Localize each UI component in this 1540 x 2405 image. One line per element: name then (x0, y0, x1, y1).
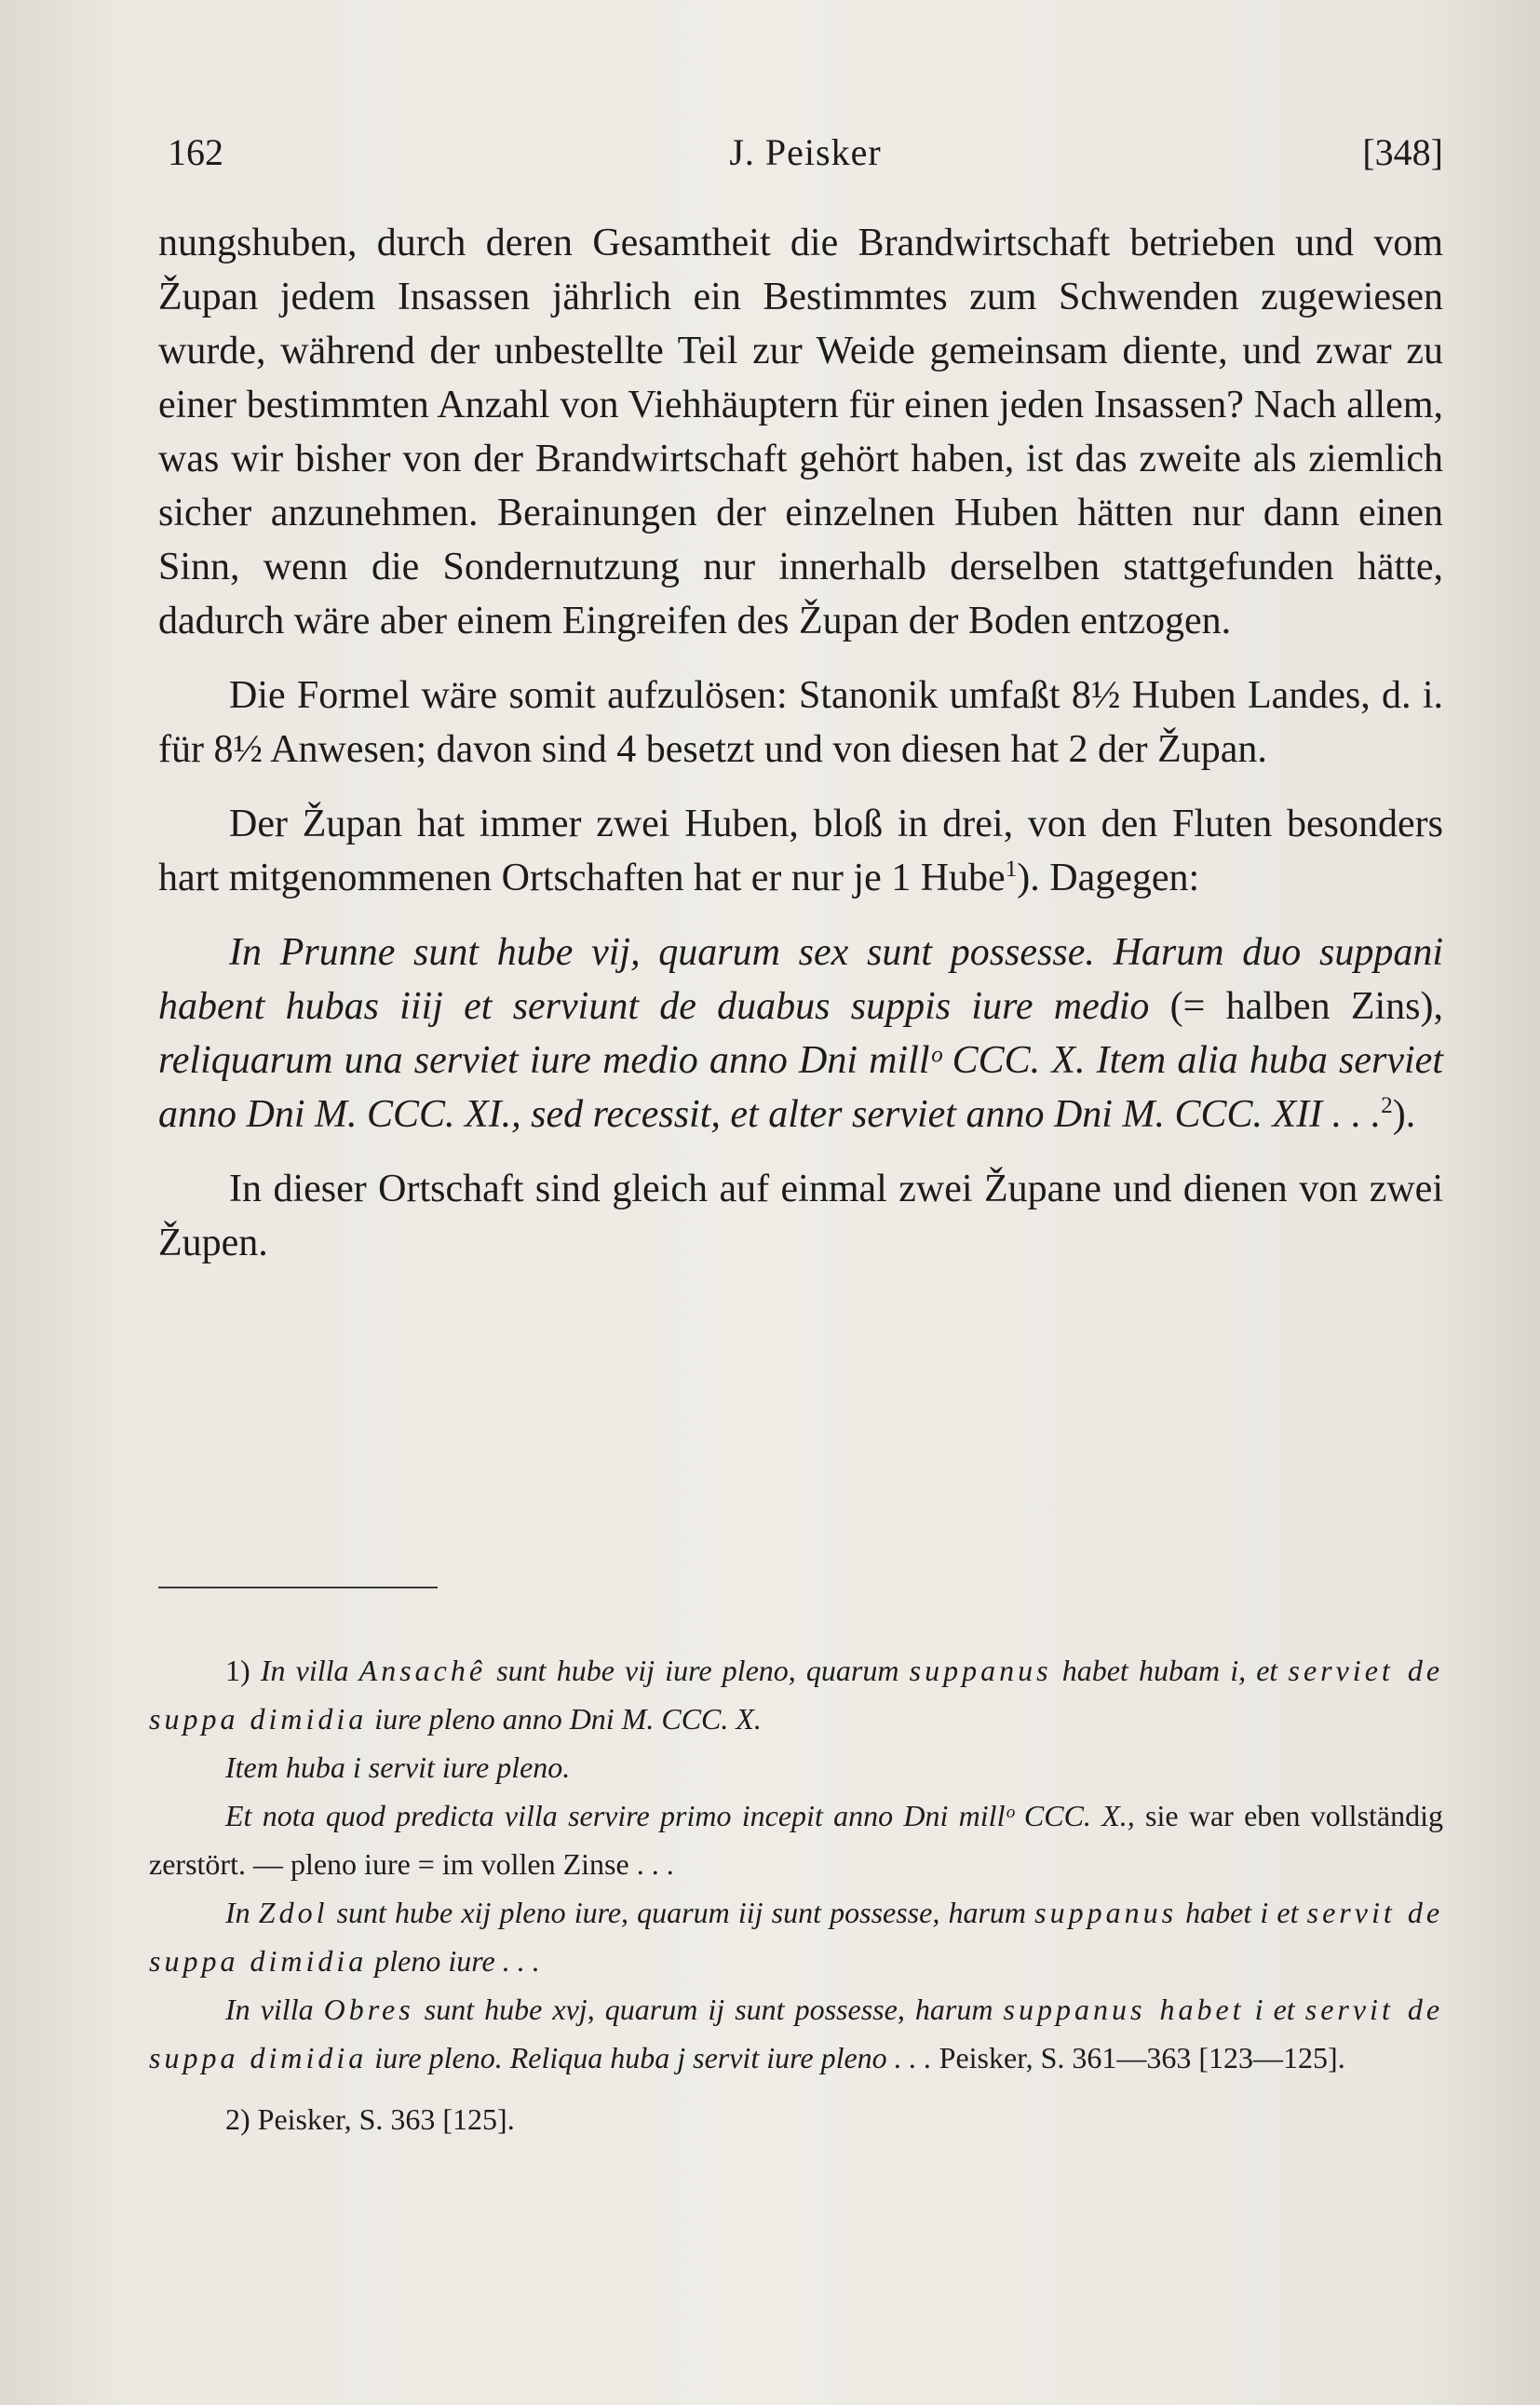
fn1-spaced: servit de suppa dimidia (149, 1993, 1444, 2074)
main-text (158, 216, 1443, 1270)
quote-gloss: (= halben Zins), (1149, 985, 1443, 1028)
fn1-text: sunt hube vij iure pleno, quarum (496, 1654, 899, 1687)
footnote-1-zdol (149, 1888, 1443, 1985)
footnote-separator (158, 1587, 438, 1588)
paragraph-2: Die Formel wäre somit aufzulösen: Stanonik umfaßt 8½ Huben Landes, d. i. für 8½ Anwesen; davon sind 4 besetzt und von diesen hat 2 der Župan. (158, 674, 1443, 771)
paragraph-4: In dieser Ortschaft sind gleich auf einmal zwei Župane und dienen von zwei Župen. (158, 1168, 1443, 1264)
paragraph-3-text: Der Župan hat immer zwei Huben, bloß in drei, von den Fluten besonders hart mitgenommenen Ortschaften hat er nur je 1 Hube (158, 803, 1443, 899)
fn1-text: In villa (260, 1654, 349, 1687)
fn1-place: Obres (323, 1993, 414, 2026)
quote-part-1: In Prunne sunt hube vij, quarum sex sunt possesse. Harum duo suppani habent hubas iiij et serviunt de duabus suppis iure medio (158, 931, 1443, 1028)
quote-end: ). (1392, 1093, 1416, 1136)
footnote-1-line-1 (149, 1646, 1443, 1743)
running-title-author: J. Peisker (729, 131, 882, 173)
fn1-spaced: suppanus (909, 1654, 1052, 1687)
original-page-number: [348] (1362, 131, 1443, 173)
fn1-spaced: suppanus habet (1003, 1993, 1245, 2026)
fn1-citation: Peisker, S. 361—363 [123—125]. (931, 2041, 1345, 2074)
footnote-ref-1: 1 (1005, 857, 1018, 882)
fn1-nota-german: sie war eben vollständig zerstört. — pleno iure = im vollen Zinse . . . (149, 1799, 1443, 1881)
footnote-2: 2) Peisker, S. 363 [125]. (225, 2102, 515, 2136)
paragraph-1: nungshuben, durch deren Gesamtheit die Brandwirtschaft betrieben und vom Župan jedem Insassen jährlich ein Bestimmtes zum Schwenden zugewiesen wurde, während der unbestellte Teil zur Weide gemeinsam diente, und zwar zu einer bestimmten Anzahl von Viehhäuptern für einen jeden Insassen? Nach allem, was wir bisher von der Brandwirtschaft gehört haben, ist das zweite als ziemlich sicher anzunehmen. Berainungen der einzelnen Huben hätten nur dann einen Sinn, wenn die Sondernutzung nur innerhalb derselben stattgefunden hätte, dadurch wäre aber einem Eingreifen des Župan der Boden entzogen. (158, 222, 1443, 642)
fn1-text: iure pleno anno Dni M. CCC. X. (374, 1702, 762, 1736)
fn1-text: habet hubam i, et (1061, 1654, 1278, 1687)
fn1-text: In (225, 1896, 250, 1929)
paragraph-3-end: ). Dagegen: (1017, 857, 1200, 899)
footnote-1-label: 1) (225, 1654, 250, 1687)
fn1-spaced: servit de suppa dimidia (149, 1896, 1444, 1978)
fn1-text: In villa (225, 1993, 314, 2026)
fn1-text: sunt hube xij pleno iure, quarum iij sunt possesse, harum (336, 1896, 1027, 1929)
footnote-1-obres (149, 1985, 1443, 2082)
footnote-1-item: Item huba i servit iure pleno. (225, 1750, 571, 1784)
paragraph-3 (158, 797, 1443, 905)
fn1-text: pleno iure . . . (374, 1944, 540, 1978)
fn1-text: i et (1254, 1993, 1295, 2026)
fn1-place: Zdol (258, 1896, 329, 1929)
fn1-text: habet i et (1185, 1896, 1299, 1929)
fn1-spaced: serviet de suppa dimidia (149, 1654, 1444, 1736)
fn1-spaced: suppanus (1034, 1896, 1178, 1929)
latin-quotation (158, 926, 1443, 1142)
page-number: 162 (168, 131, 223, 173)
fn1-nota-latin: Et nota quod predicta villa servire primo incepit anno Dni millᵒ CCC. X., (225, 1799, 1135, 1832)
fn1-text: sunt hube xvj, quarum ij sunt possesse, harum (424, 1993, 993, 2026)
running-header (168, 130, 1443, 186)
footnote-ref-2: 2 (1381, 1093, 1393, 1118)
quote-part-2: reliquarum una serviet iure medio anno Dni millᵒ CCC. X. Item alia huba serviet anno Dni M. CCC. XI., sed recessit, et alter serviet anno Dni M. CCC. XII . . . (158, 1039, 1443, 1136)
footnotes (149, 1646, 1443, 2143)
fn1-place: Ansachê (358, 1654, 487, 1687)
fn1-text: iure pleno. Reliqua huba j servit iure pleno . . . (374, 2041, 932, 2074)
footnote-1-nota (149, 1791, 1443, 1888)
